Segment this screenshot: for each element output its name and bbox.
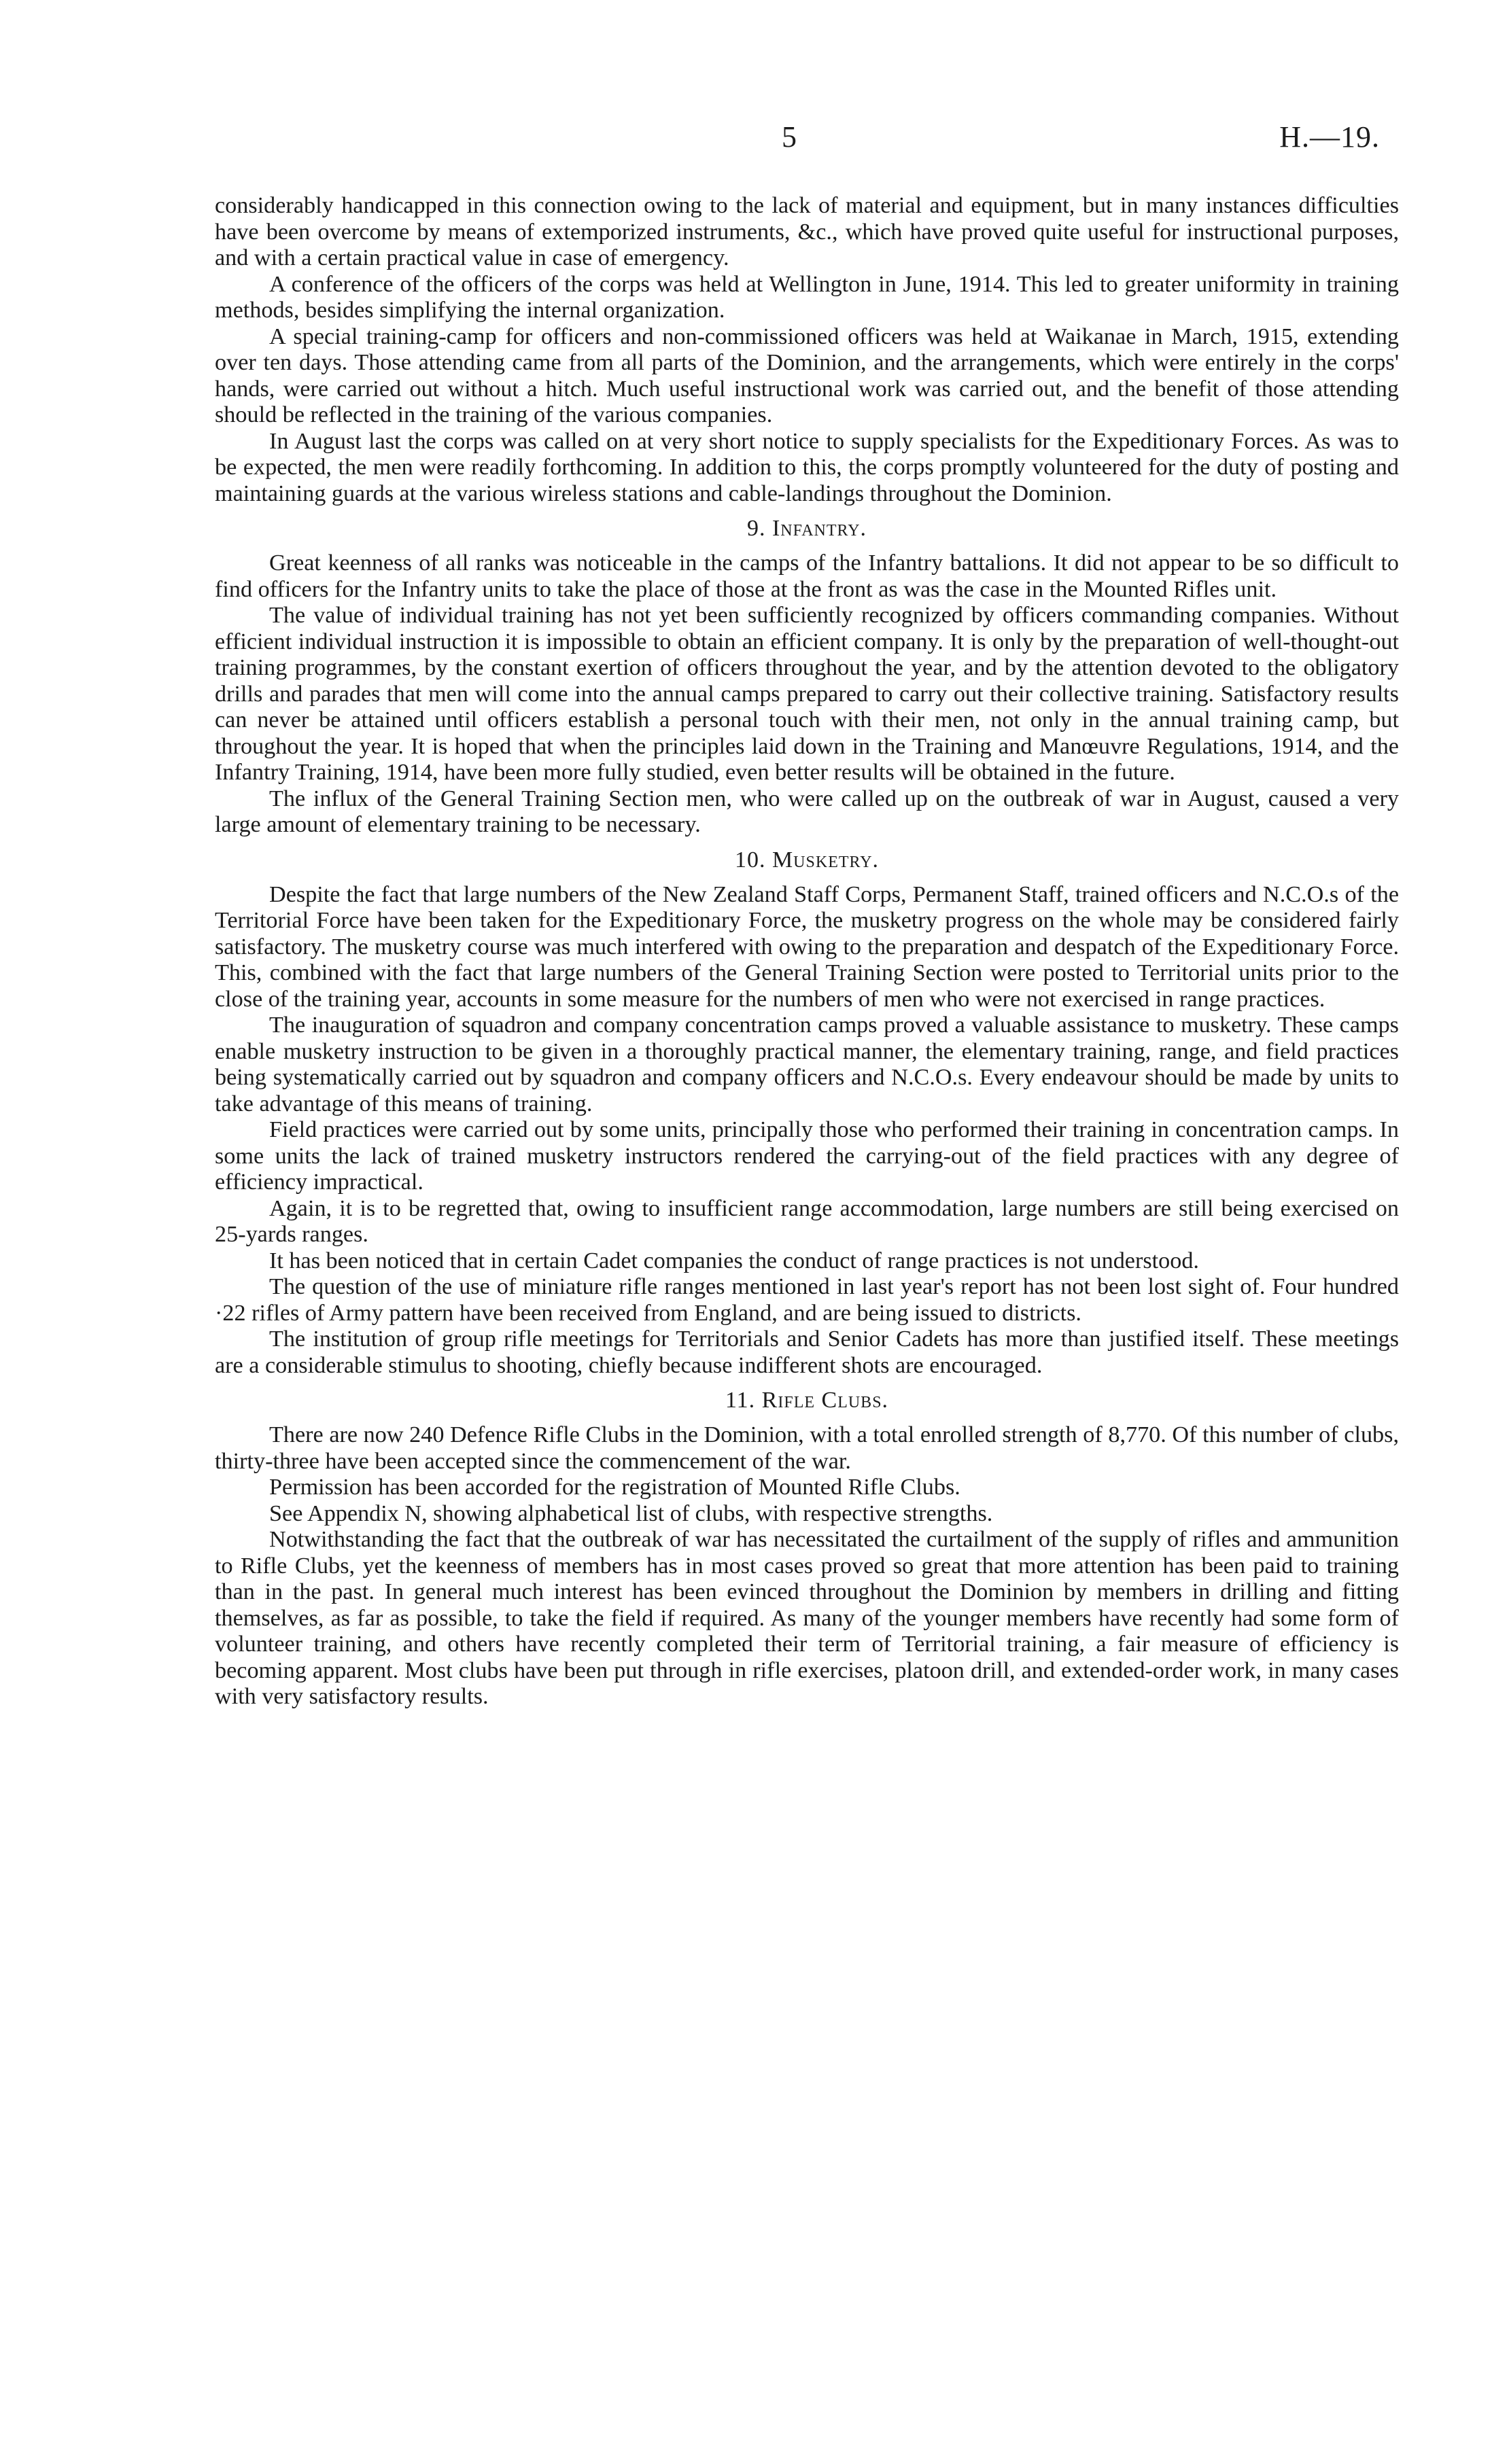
paragraph: The value of individual training has not yet been sufficiently recognized by officers commanding companies. Without efficient individual instruction it is impossible to obtain an efficient company. It is only by the preparation of well-thought-out training programmes, by the constant exertion of officers throughout the year, and by the attention devoted to the obligatory drills and parades that men will come into the annual camps prepared to carry out their collective training. Satisfactory results can never be attained until officers establish a personal touch with their men, not only in the annual training camp, but throughout the year. It is hoped that when the principles laid down in the Training and Manœuvre Regulations, 1914, and the Infantry Training, 1914, have been more fully studied, even better results will be obtained in the future. [215, 603, 1399, 785]
paragraph: Permission has been accorded for the registration of Mounted Rifle Clubs. [269, 1475, 960, 1500]
section-heading-musketry: 10. Musketry. [734, 847, 880, 873]
paragraph: Despite the fact that large numbers of the New Zealand Staff Corps, Permanent Staff, trained officers and N.C.O.s of the Territorial Force have been taken for the Expeditionary Force, the musketry progress on the whole may be considered fairly satisfactory. The musketry course was much interfered with owing to the preparation and despatch of the Expeditionary Force. This, combined with the fact that large numbers of the General Training Section were posted to Territorial units prior to the close of the training year, accounts in some measure for the numbers of men who were not exercised in range practices. [215, 881, 1399, 1012]
paragraph: The influx of the General Training Section men, who were called up on the outbreak of war in August, caused a very large amount of elementary training to be necessary. [215, 786, 1399, 837]
paragraph: Notwithstanding the fact that the outbreak of war has necessitated the curtailment of the supply of rifles and ammunition to Rifle Clubs, yet the keenness of members has in most cases proved so great that more attention has been paid to training than in the past. In general much interest has been evinced throughout the Dominion by members in drilling and fitting themselves, as far as possible, to take the field if required. As many of the younger members have recently had some form of volunteer training, and others have recently completed their term of Territorial training, a fair measure of efficiency is becoming apparent. Most clubs have been put through in rifle exercises, platoon drill, and extended-order work, in many cases with very satisfactory results. [215, 1527, 1399, 1709]
paragraph: Field practices were carried out by some units, principally those who performed their training in concentration camps. In some units the lack of trained musketry instructors rendered the carrying-out of the field practices with any degree of efficiency impractical. [215, 1117, 1399, 1195]
paragraph: considerably handicapped in this connection owing to the lack of material and equipment, but in many instances difficulties have been overcome by means of extemporized instruments, &c., which have proved quite useful for instructional purposes, and with a certain practical value in case of emergency. [215, 193, 1399, 270]
paragraph: It has been noticed that in certain Cadet companies the conduct of range practices is not understood. [269, 1248, 1199, 1273]
paragraph: The inauguration of squadron and company concentration camps proved a valuable assistance to musketry. These camps enable musketry instruction to be given in a thoroughly practical manner, the elementary training, range, and field practices being systematically carried out by squadron and company officers and N.C.O.s. Every endeavour should be made by units to take advantage of this means of training. [215, 1013, 1399, 1116]
paragraph: Again, it is to be regretted that, owing to insufficient range accommodation, large numbers are still being exercised on 25-yards ranges. [215, 1195, 1399, 1247]
paragraph: Great keenness of all ranks was noticeable in the camps of the Infantry battalions. It did not appear to be so difficult to find officers for the Infantry units to take the place of those at the front as was the case in the Mounted Rifles unit. [215, 550, 1399, 602]
document-body [215, 193, 1399, 1710]
paragraph: In August last the corps was called on at very short notice to supply specialists for the Expeditionary Forces. As was to be expected, the men were readily forthcoming. In addition to this, the corps promptly volunteered for the duty of posting and maintaining guards at the various wireless stations and cable-landings throughout the Dominion. [215, 428, 1399, 506]
paragraph: There are now 240 Defence Rifle Clubs in the Dominion, with a total enrolled strength of 8,770. Of this number of clubs, thirty-three have been accepted since the commencement of the war. [215, 1422, 1399, 1474]
paragraph: See Appendix N, showing alphabetical list of clubs, with respective strengths. [269, 1500, 993, 1526]
paragraph: The institution of group rifle meetings for Territorials and Senior Cadets has more than justified itself. These meetings are a considerable stimulus to shooting, chiefly because indifferent shots are encouraged. [215, 1326, 1399, 1378]
section-heading-infantry: 9. Infantry. [746, 516, 867, 541]
paragraph: The question of the use of miniature rifle ranges mentioned in last year's report has not been lost sight of. Four hundred ·22 rifles of Army pattern have been received from England, and are being issued to districts. [215, 1274, 1399, 1326]
paragraph: A conference of the officers of the corps was held at Wellington in June, 1914. This led to greater uniformity in training methods, besides simplifying the internal organization. [215, 271, 1399, 323]
document-reference: H.—19. [1279, 120, 1380, 154]
paragraph: A special training-camp for officers and non-commissioned officers was held at Waikanae in March, 1915, extending over ten days. Those attending came from all parts of the Dominion, and the arrangements, which were entirely in the corps' hands, were carried out without a hitch. Much useful instructional work was carried out, and the benefit of those attending should be reflected in the training of the various companies. [215, 323, 1399, 427]
section-heading-rifle-clubs: 11. Rifle Clubs. [725, 1388, 889, 1413]
page-number: 5 [782, 120, 797, 154]
